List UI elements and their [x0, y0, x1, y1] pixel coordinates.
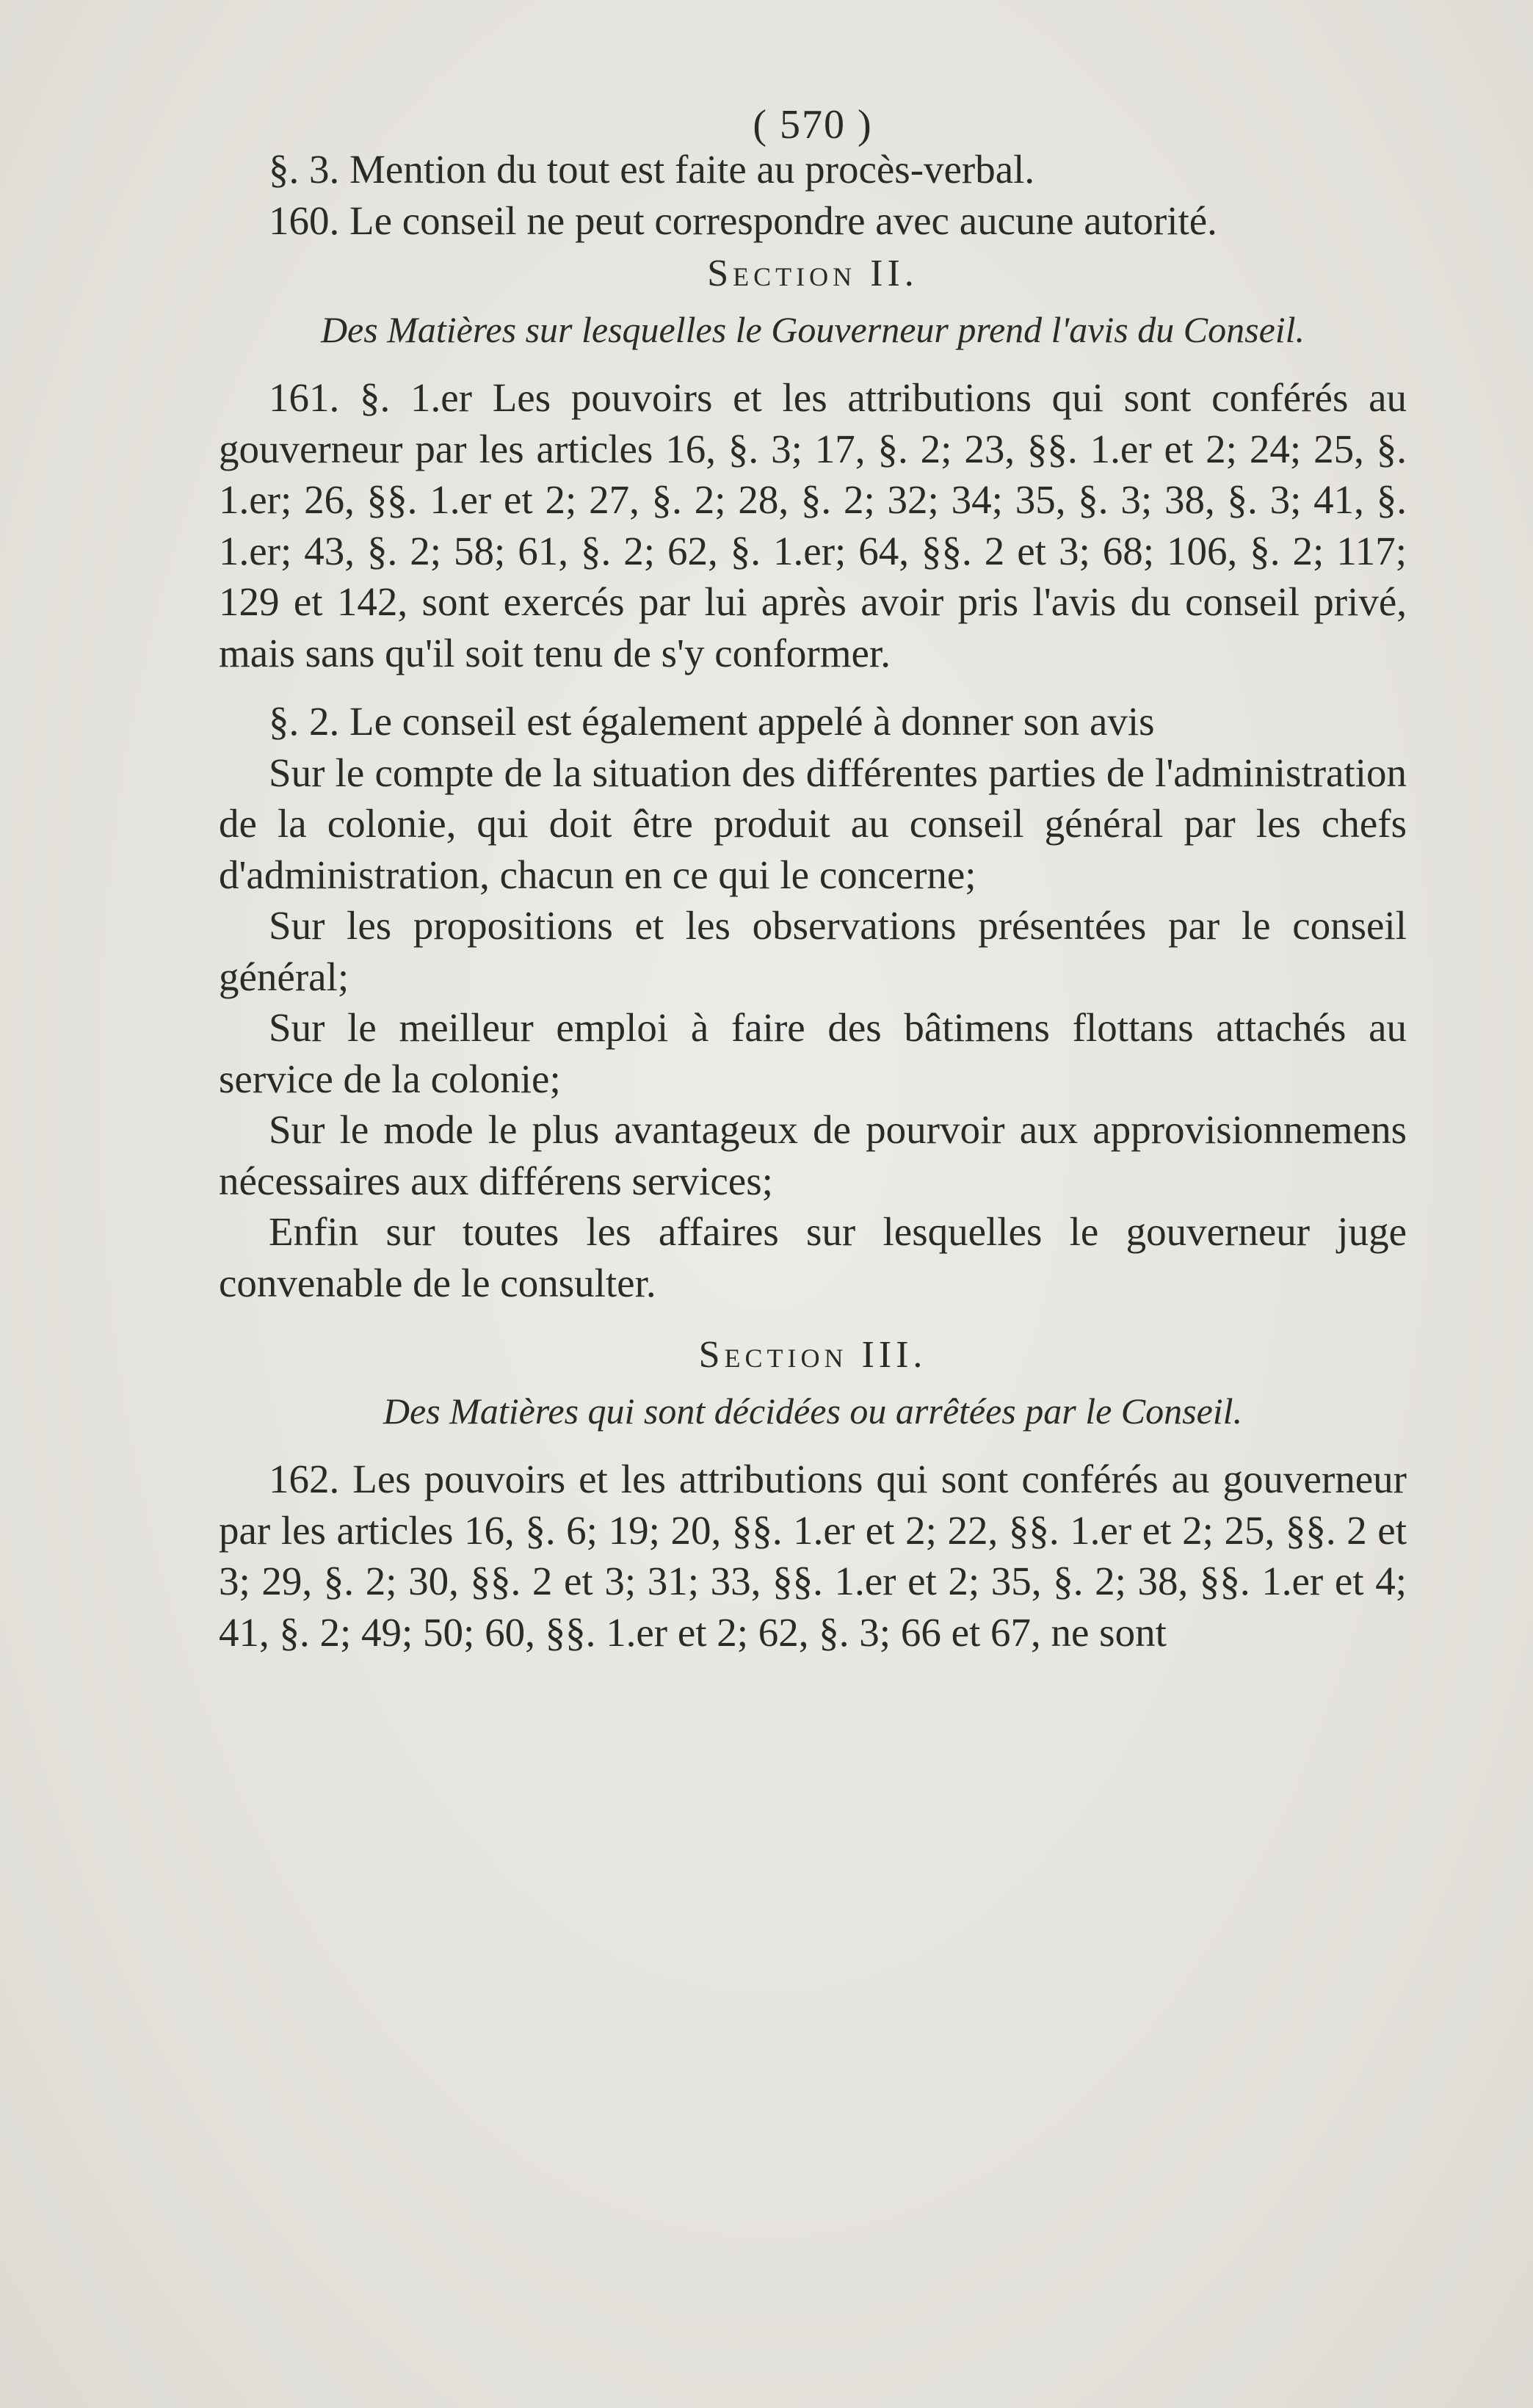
- paragraph-s3: §. 3. Mention du tout est faite au procès-verbal.: [269, 147, 1035, 192]
- item-compte: Sur le compte de la situation des différentes parties de l'administration de la colonie, qui doit être produit au conseil général par les chefs d'administration, chacun en ce qui le concerne;: [219, 750, 1407, 897]
- section-title-2: Section II.: [707, 253, 918, 294]
- article-161: 161. §. 1.er Les pouvoirs et les attributions qui sont conférés au gouverneur par les articles 16, §. 3; 17, §. 2; 23, §§. 1.er et 2; 24; 25, §. 1.er; 26, §§. 1.er et 2; 27, §. 2; 28, §. 2; 32; 34; 35, §. 3; 38, §. 3; 41, §. 1.er; 43, §. 2; 58; 61, §. 2; 62, §. 1.er; 64, §§. 2 et 3; 68; 106, §. 2; 117; 129 et 142, sont exercés par lui après avoir pris l'avis du conseil privé, mais sans qu'il soit tenu de s'y conformer.: [219, 375, 1407, 675]
- text-column: [219, 95, 1407, 1658]
- section-rubric-2: Des Matières sur lesquelles le Gouverneur prend l'avis du Conseil.: [320, 309, 1305, 350]
- article-160: 160. Le conseil ne peut correspondre avec aucune autorité.: [269, 197, 1217, 243]
- section-rubric-3: Des Matières qui sont décidées ou arrêtées par le Conseil.: [383, 1390, 1243, 1432]
- section-title-3: Section III.: [698, 1334, 927, 1376]
- item-enfin: Enfin sur toutes les affaires sur lesquelles le gouverneur juge convenable de le consulter.: [219, 1209, 1407, 1305]
- item-approvisionnemens: Sur le mode le plus avantageux de pourvoir aux approvisionnemens nécessaires aux différens services;: [219, 1107, 1407, 1203]
- item-batimens: Sur le meilleur emploi à faire des bâtimens flottans attachés au service de la colonie;: [219, 1005, 1407, 1101]
- article-162: 162. Les pouvoirs et les attributions qui sont conférés au gouverneur par les articles 16, §. 6; 19; 20, §§. 1.er et 2; 22, §§. 1.er et 2; 25, §§. 2 et 3; 29, §. 2; 30, §§. 2 et 3; 31; 33, §§. 1.er et 2; 35, §. 2; 38, §§. 1.er et 4; 41, §. 2; 49; 50; 60, §§. 1.er et 2; 62, §. 3; 66 et 67, ne sont: [219, 1457, 1407, 1655]
- page-number: ( 570 ): [753, 102, 873, 148]
- item-propositions: Sur les propositions et les observations présentées par le conseil général;: [219, 903, 1407, 999]
- article-161-s2: §. 2. Le conseil est également appelé à donner son avis: [269, 699, 1155, 744]
